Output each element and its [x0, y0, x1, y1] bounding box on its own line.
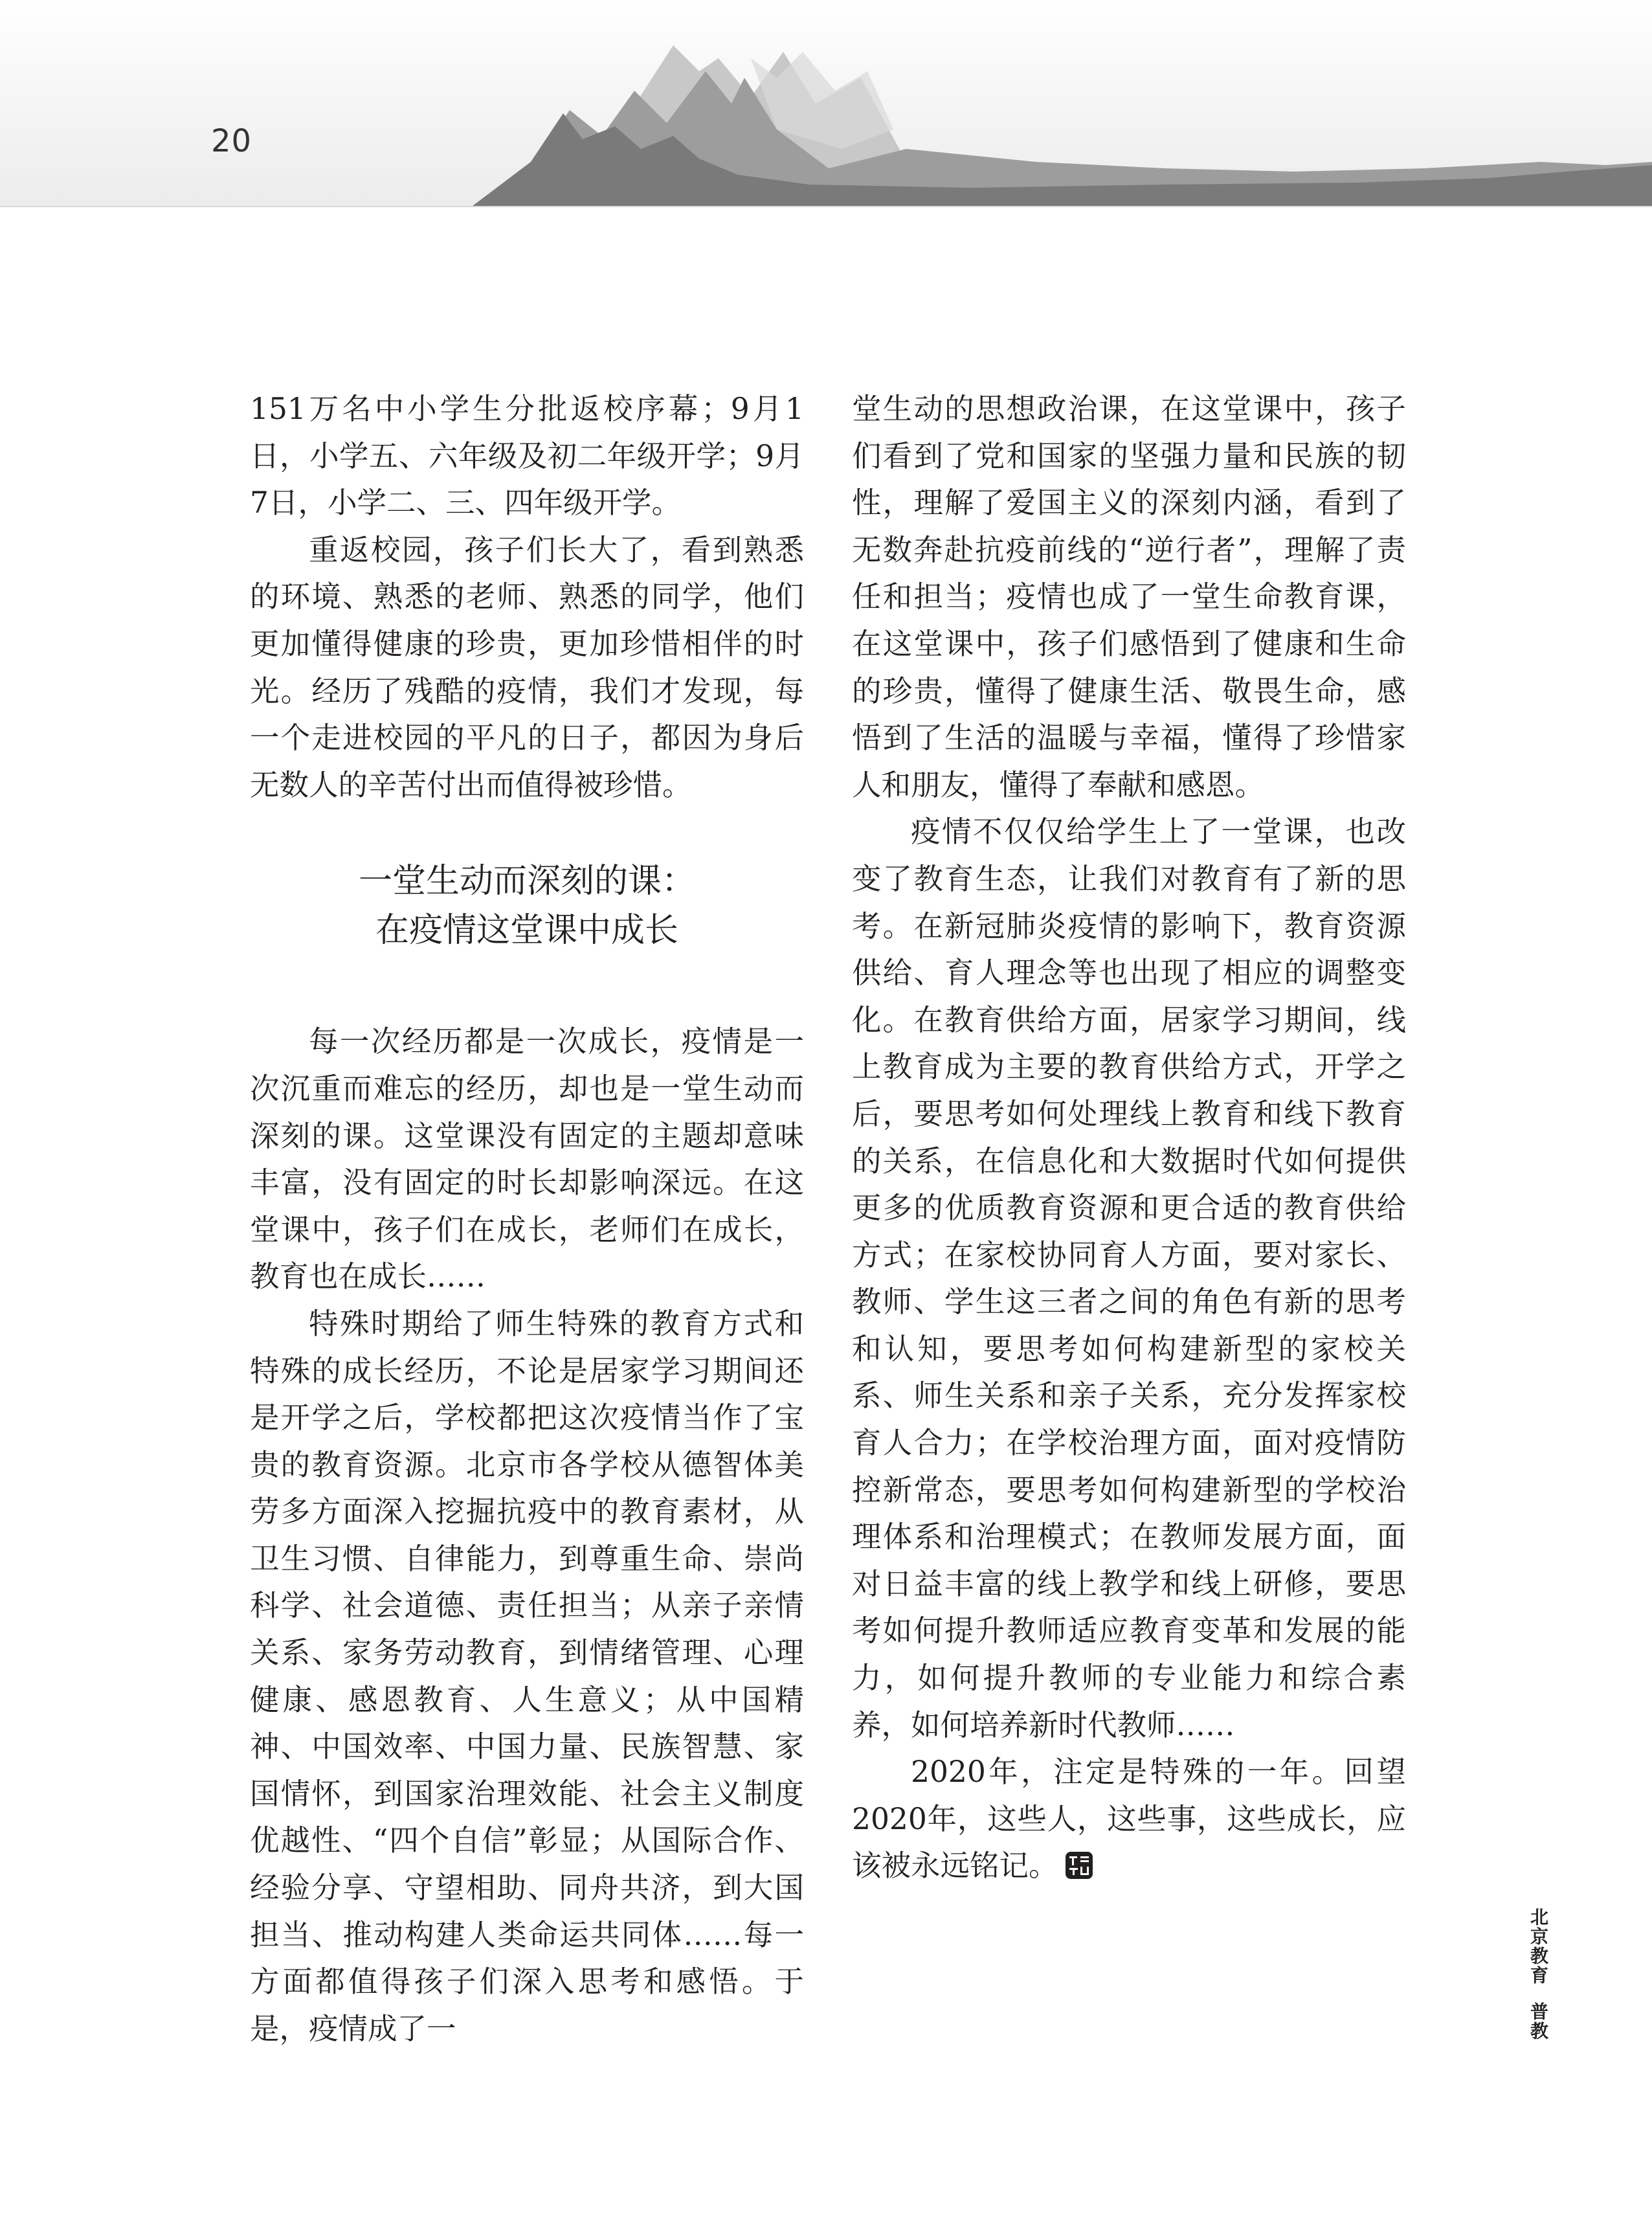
mountain-banner-graphic	[0, 0, 1652, 206]
left-column	[250, 386, 804, 2052]
right-paragraph-3-text: 2020年，注定是特殊的一年。回望2020年，这些人，这些事，这些成长，应该被永远铭记。	[852, 1755, 1406, 1883]
section-heading-line-1: 一堂生动而深刻的课：	[358, 862, 695, 901]
sidebar-publication-label	[1525, 1907, 1551, 2041]
end-seal-icon	[1065, 1851, 1093, 1880]
section-heading-line-2: 在疫情这堂课中成长	[375, 911, 678, 950]
sidebar-section-name: 普教	[1528, 2002, 1549, 2041]
right-paragraph-2: 疫情不仅仅给学生上了一堂课，也改变了教育生态，让我们对教育有了新的思考。在新冠肺炎疫情的影响下，教育资源供给、育人理念等也出现了相应的调整变化。在教育供给方面，居家学习期间，线上教育成为主要的教育供给方式，开学之后，要思考如何处理线上教育和线下教育的关系，在信息化和大数据时代如何提供更多的优质教育资源和更合适的教育供给方式；在家校协同育人方面，要对家长、教师、学生这三者之间的角色有新的思考和认知，要思考如何构建新型的家校关系、师生关系和亲子关系，充分发挥家校育人合力；在学校治理方面，面对疫情防控新常态，要思考如何构建新型的学校治理体系和治理模式；在教师发展方面，面对日益丰富的线上教学和线上研修，要思考如何提升教师适应教育变革和发展的能力，如何提升教师的专业能力和综合素养，如何培养新时代教师……	[852, 815, 1406, 1742]
left-paragraph-3: 每一次经历都是一次成长，疫情是一次沉重而难忘的经历，却也是一堂生动而深刻的课。这堂课没有固定的主题却意味丰富，没有固定的时长却影响深远。在这堂课中，孩子们在成长，老师们在成长，教育也在成长……	[250, 1024, 804, 1294]
left-paragraph-4: 特殊时期给了师生特殊的教育方式和特殊的成长经历，不论是居家学习期间还是开学之后，学校都把这次疫情当作了宝贵的教育资源。北京市各学校从德智体美劳多方面深入挖掘抗疫中的教育素材，从卫生习惯、自律能力，到尊重生命、崇尚科学、社会道德、责任担当；从亲子亲情关系、家务劳动教育，到情绪管理、心理健康、感恩教育、人生意义；从中国精神、中国效率、中国力量、民族智慧、家国情怀，到国家治理效能、社会主义制度优越性、“四个自信”彰显；从国际合作、经验分享、守望相助、同舟共济，到大国担当、推动构建人类命运共同体……每一方面都值得孩子们深入思考和感悟。于是，疫情成了一	[250, 1306, 804, 2046]
page-number: 20	[211, 123, 252, 159]
right-paragraph-3	[852, 1749, 1406, 1890]
right-paragraph-1: 堂生动的思想政治课，在这堂课中，孩子们看到了党和国家的坚强力量和民族的韧性，理解了爱国主义的深刻内涵，看到了无数奔赴抗疫前线的“逆行者”，理解了责任和担当；疫情也成了一堂生命教育课，在这堂课中，孩子们感悟到了健康和生命的珍贵，懂得了健康生活、敬畏生命，感悟到了生活的温暖与幸福，懂得了珍惜家人和朋友，懂得了奉献和感恩。	[852, 392, 1406, 802]
right-column	[852, 386, 1406, 1890]
left-paragraph-1: 151万名中小学生分批返校序幕；9月1日，小学五、六年级及初二年级开学；9月7日，小学二、三、四年级开学。	[250, 392, 804, 521]
sidebar-publication-name: 北京教育	[1528, 1907, 1549, 1985]
section-heading	[250, 857, 804, 955]
header-band	[0, 0, 1652, 207]
left-paragraph-2: 重返校园，孩子们长大了，看到熟悉的环境、熟悉的老师、熟悉的同学，他们更加懂得健康的珍贵，更加珍惜相伴的时光。经历了残酷的疫情，我们才发现，每一个走进校园的平凡的日子，都因为身后无数人的辛苦付出而值得被珍惜。	[250, 532, 804, 802]
